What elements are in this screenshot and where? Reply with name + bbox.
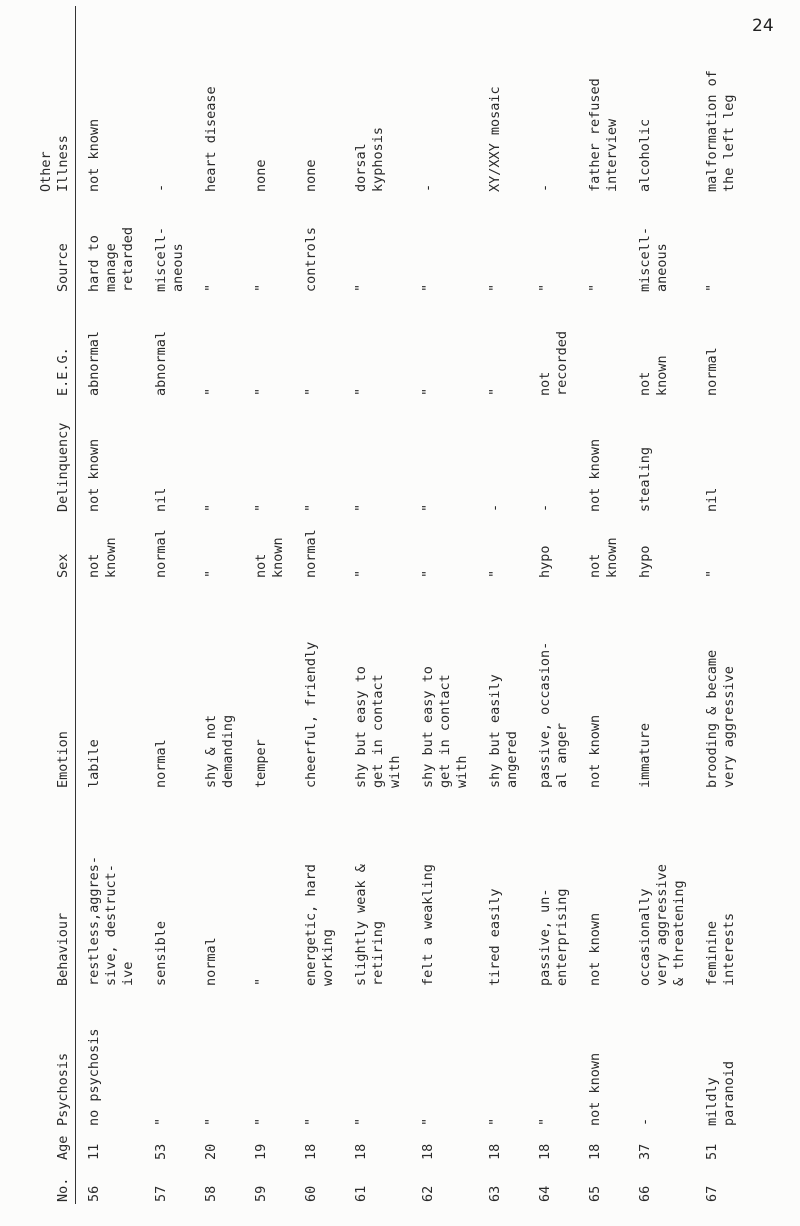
header-emotion: Emotion xyxy=(38,580,76,790)
cell-sex: normal xyxy=(303,529,319,578)
cell-emotion: temper xyxy=(253,739,269,788)
cell-no: 57 xyxy=(153,1185,169,1202)
cell-behaviour: energetic, hard working xyxy=(303,864,336,986)
cell-psychosis: mildly paranoid xyxy=(704,1060,737,1126)
cell-other-illness: none xyxy=(303,159,319,192)
cell-emotion: immature xyxy=(637,722,653,788)
cell-source: " xyxy=(487,283,503,292)
page-number: 24 xyxy=(752,16,774,36)
header-behaviour: Behaviour xyxy=(38,790,76,988)
cell-emotion: cheerful, friendly xyxy=(303,641,319,788)
cell-eeg: normal xyxy=(704,347,720,396)
cell-age: 20 xyxy=(203,1143,219,1160)
case-table xyxy=(38,6,746,1204)
table-row xyxy=(345,6,412,1204)
cell-source: " xyxy=(704,283,720,292)
cell-other-illness: father refused interview xyxy=(587,78,620,192)
cell-delinquency: " xyxy=(253,503,269,512)
cell-sex: not known xyxy=(587,537,620,578)
cell-source: miscell- aneous xyxy=(153,226,186,292)
cell-eeg: not known xyxy=(637,355,670,396)
cell-other-illness: - xyxy=(537,183,553,192)
cell-age: 53 xyxy=(153,1143,169,1160)
cell-no: 64 xyxy=(537,1185,553,1202)
cell-eeg: " xyxy=(203,387,219,396)
cell-emotion: not known xyxy=(587,714,603,788)
cell-emotion: shy but easy to get in contact with xyxy=(353,666,403,788)
cell-source: " xyxy=(537,283,553,292)
cell-delinquency: not known xyxy=(86,438,102,512)
cell-emotion: brooding & became very aggressive xyxy=(704,649,737,788)
cell-source: " xyxy=(253,283,269,292)
cell-age: 11 xyxy=(86,1143,102,1160)
cell-other-illness: none xyxy=(253,159,269,192)
cell-no: 62 xyxy=(420,1185,436,1202)
table-row xyxy=(529,6,579,1204)
cell-behaviour: feminine interests xyxy=(704,912,737,986)
cell-psychosis: " xyxy=(153,1117,169,1126)
cell-eeg: " xyxy=(353,387,369,396)
cell-no: 60 xyxy=(303,1185,319,1202)
cell-delinquency: " xyxy=(353,503,369,512)
cell-source: " xyxy=(203,283,219,292)
cell-other-illness: heart disease xyxy=(203,86,219,192)
cell-sex: hypo xyxy=(637,545,653,578)
cell-behaviour: slightly weak & retiring xyxy=(353,864,386,986)
cell-age: 37 xyxy=(637,1143,653,1160)
header-age: Age xyxy=(38,1128,76,1162)
cell-other-illness: - xyxy=(420,183,436,192)
cell-eeg: abnormal xyxy=(153,330,169,396)
cell-eeg: not recorded xyxy=(537,330,570,396)
cell-sex: " xyxy=(203,569,219,578)
cell-source: miscell- aneous xyxy=(637,226,670,292)
header-delinquency: Delinquency xyxy=(38,398,76,514)
cell-source: hard to manage retarded xyxy=(86,226,136,292)
header-sex: Sex xyxy=(38,514,76,580)
cell-delinquency: nil xyxy=(153,487,169,512)
cell-no: 65 xyxy=(587,1185,603,1202)
cell-emotion: passive, occasion- al anger xyxy=(537,641,570,788)
table-row xyxy=(629,6,696,1204)
cell-source: " xyxy=(353,283,369,292)
cell-psychosis: - xyxy=(637,1117,653,1126)
cell-emotion: shy but easily angered xyxy=(487,674,520,788)
cell-no: 58 xyxy=(203,1185,219,1202)
cell-emotion: labile xyxy=(86,739,102,788)
header-no: No. xyxy=(38,1162,76,1204)
cell-delinquency: - xyxy=(537,503,553,512)
cell-age: 51 xyxy=(704,1143,720,1160)
cell-psychosis: not known xyxy=(587,1052,603,1126)
cell-age: 18 xyxy=(353,1143,369,1160)
cell-delinquency: - xyxy=(487,503,503,512)
cell-behaviour: restless,aggres- sive, destruct- ive xyxy=(86,855,136,986)
cell-no: 61 xyxy=(353,1185,369,1202)
table-row xyxy=(579,6,629,1204)
cell-eeg: " xyxy=(420,387,436,396)
cell-behaviour: felt a weakling xyxy=(420,864,436,986)
cell-behaviour: passive, un- enterprising xyxy=(537,888,570,986)
cell-eeg: " xyxy=(303,387,319,396)
table-row xyxy=(195,6,245,1204)
cell-age: 18 xyxy=(420,1143,436,1160)
cell-psychosis: " xyxy=(203,1117,219,1126)
cell-emotion: shy & not demanding xyxy=(203,714,236,788)
cell-behaviour: not known xyxy=(587,912,603,986)
cell-emotion: normal xyxy=(153,739,169,788)
cell-eeg xyxy=(579,294,629,398)
cell-age: 18 xyxy=(487,1143,503,1160)
cell-no: 67 xyxy=(704,1185,720,1202)
cell-behaviour: tired easily xyxy=(487,888,503,986)
cell-behaviour: normal xyxy=(203,937,219,986)
header-eeg: E.E.G. xyxy=(38,294,76,398)
cell-psychosis: " xyxy=(487,1117,503,1126)
cell-source: " xyxy=(420,283,436,292)
cell-behaviour: " xyxy=(253,977,269,986)
header-source: Source xyxy=(38,194,76,294)
cell-sex: normal xyxy=(153,529,169,578)
cell-age: 18 xyxy=(587,1143,603,1160)
cell-delinquency: nil xyxy=(704,487,720,512)
cell-delinquency: " xyxy=(203,503,219,512)
cell-sex: hypo xyxy=(537,545,553,578)
cell-delinquency: not known xyxy=(587,438,603,512)
cell-no: 63 xyxy=(487,1185,503,1202)
cell-age: 19 xyxy=(253,1143,269,1160)
header-psychosis: Psychosis xyxy=(38,988,76,1128)
cell-delinquency: stealing xyxy=(637,446,653,512)
cell-other-illness: alcoholic xyxy=(637,118,653,192)
cell-no: 59 xyxy=(253,1185,269,1202)
cell-behaviour: occasionally very aggressive & threatening xyxy=(637,864,687,986)
cell-emotion: shy but easy to get in contact with xyxy=(420,666,470,788)
cell-behaviour: sensible xyxy=(153,920,169,986)
cell-psychosis: " xyxy=(420,1117,436,1126)
cell-no: 66 xyxy=(637,1185,653,1202)
cell-no: 56 xyxy=(86,1185,102,1202)
cell-other-illness: malformation of the left leg xyxy=(704,70,737,192)
cell-psychosis: no psychosis xyxy=(86,1028,102,1126)
cell-eeg: abnormal xyxy=(86,330,102,396)
cell-psychosis: " xyxy=(537,1117,553,1126)
cell-source: " xyxy=(587,283,603,292)
cell-sex: " xyxy=(353,569,369,578)
cell-source: controls xyxy=(303,226,319,292)
table-row xyxy=(295,6,345,1204)
cell-age: 18 xyxy=(303,1143,319,1160)
cell-sex: not known xyxy=(86,537,119,578)
cell-age: 18 xyxy=(537,1143,553,1160)
cell-sex: " xyxy=(704,569,720,578)
cell-other-illness: - xyxy=(153,183,169,192)
cell-delinquency: " xyxy=(420,503,436,512)
table-row xyxy=(145,6,195,1204)
cell-psychosis: " xyxy=(253,1117,269,1126)
cell-eeg: " xyxy=(253,387,269,396)
cell-eeg: " xyxy=(487,387,503,396)
table-row xyxy=(245,6,295,1204)
header-other-illness: Other Illness xyxy=(38,6,76,194)
cell-psychosis: " xyxy=(303,1117,319,1126)
cell-delinquency: " xyxy=(303,503,319,512)
cell-sex: " xyxy=(487,569,503,578)
cell-sex: " xyxy=(420,569,436,578)
cell-psychosis: " xyxy=(353,1117,369,1126)
cell-sex: not known xyxy=(253,537,286,578)
table-row xyxy=(76,6,146,1204)
header-row xyxy=(38,6,76,1204)
table-row xyxy=(696,6,746,1204)
cell-other-illness: XY/XXY mosaic xyxy=(487,86,503,192)
table-row xyxy=(412,6,479,1204)
cell-other-illness: dorsal kyphosis xyxy=(353,126,386,192)
table-row xyxy=(479,6,529,1204)
cell-other-illness: not known xyxy=(86,118,102,192)
